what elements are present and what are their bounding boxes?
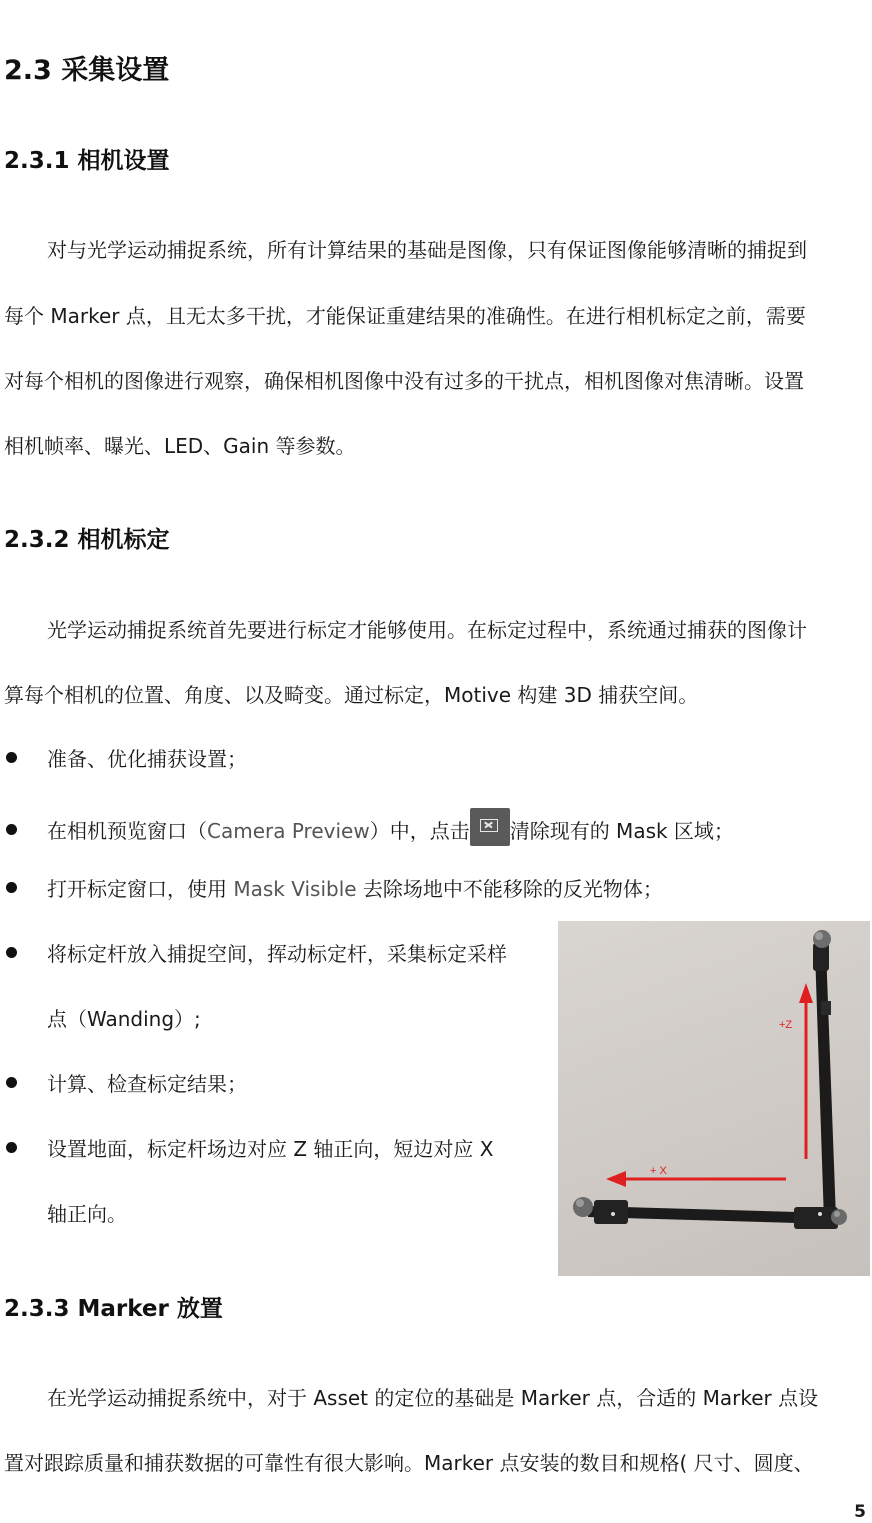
- bullet-item: 准备、优化捕获设置；: [47, 747, 247, 771]
- bullet-dot-icon: [6, 752, 17, 763]
- bullet-item: [47, 873, 663, 902]
- bullet-text: 清除现有的 Mask 区域；: [509, 819, 734, 843]
- paragraph-line: 算每个相机的位置、角度、以及畸变。通过标定，Motive 构建 3D 捕获空间。: [4, 683, 699, 707]
- paragraph-line: 置对跟踪质量和捕获数据的可靠性有很大影响。Marker 点安装的数目和规格( 尺寸、圆度、: [4, 1451, 814, 1475]
- bullet-text: 在相机预览窗口（: [47, 819, 207, 843]
- bullet-dot-icon: [6, 882, 17, 893]
- subsection-heading-marker-placement: 2.3.3 Marker 放置: [4, 1296, 223, 1322]
- paragraph-line: 对与光学运动捕捉系统，所有计算结果的基础是图像，只有保证图像能够清晰的捕捉到: [47, 238, 807, 262]
- subsection-heading-calibration: 2.3.2 相机标定: [4, 527, 170, 553]
- bullet-item-continued: 轴正向。: [47, 1202, 127, 1226]
- subsection-heading-camera-settings: 2.3.1 相机设置: [4, 148, 170, 174]
- bullet-text: 打开标定窗口，使用: [47, 877, 234, 901]
- ui-term-camera-preview: Camera Preview: [207, 819, 370, 843]
- bullet-dot-icon: [6, 1142, 17, 1153]
- mask-clear-icon: [470, 808, 510, 846]
- z-axis-label: +Z: [779, 1019, 793, 1031]
- ui-term-mask-visible: Mask Visible: [233, 877, 357, 901]
- bullet-dot-icon: [6, 824, 17, 835]
- bullet-text: 去除场地中不能移除的反光物体；: [356, 877, 663, 901]
- calibration-wand-photo: [558, 921, 870, 1276]
- page-number: 5: [854, 1502, 866, 1522]
- paragraph-line: 对每个相机的图像进行观察，确保相机图像中没有过多的干扰点，相机图像对焦清晰。设置: [4, 369, 804, 393]
- x-axis-label: + X: [650, 1165, 667, 1177]
- bullet-text: ）中，点击: [369, 819, 470, 843]
- bullet-dot-icon: [6, 1077, 17, 1088]
- bullet-item-continued: 点（Wanding）;: [47, 1007, 201, 1031]
- section-heading: 2.3 采集设置: [4, 55, 170, 86]
- calibration-wand-illustration: [558, 921, 870, 1276]
- paragraph-line: 在光学运动捕捉系统中，对于 Asset 的定位的基础是 Marker 点，合适的 Marker 点设: [47, 1386, 819, 1410]
- paragraph-line: 光学运动捕捉系统首先要进行标定才能够使用。在标定过程中，系统通过捕获的图像计: [47, 618, 807, 642]
- bullet-item: [47, 808, 734, 846]
- bullet-item: 将标定杆放入捕捉空间，挥动标定杆，采集标定采样: [47, 942, 507, 966]
- bullet-dot-icon: [6, 947, 17, 958]
- paragraph-line: 每个 Marker 点，且无太多干扰，才能保证重建结果的准确性。在进行相机标定之前，需要: [4, 304, 806, 328]
- bullet-item: 计算、检查标定结果；: [47, 1072, 247, 1096]
- bullet-item: 设置地面，标定杆场边对应 Z 轴正向，短边对应 X: [47, 1137, 494, 1161]
- paragraph-line: 相机帧率、曝光、LED、Gain 等参数。: [4, 434, 356, 458]
